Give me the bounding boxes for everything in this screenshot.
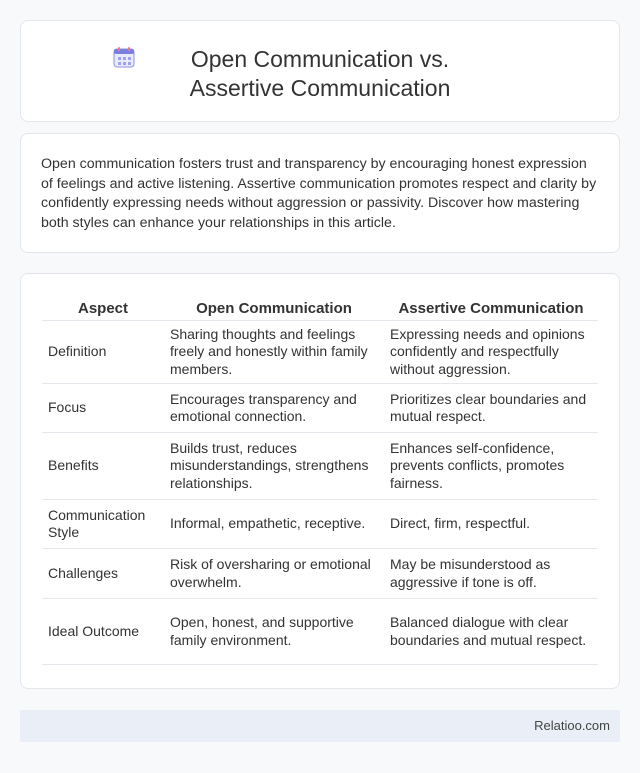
aspect-cell: Ideal Outcome bbox=[42, 599, 164, 665]
assertive-cell: Prioritizes clear boundaries and mutual respect. bbox=[384, 384, 598, 433]
open-cell: Informal, empathetic, receptive. bbox=[164, 500, 384, 549]
aspect-cell: Focus bbox=[42, 384, 164, 433]
header-assertive-communication: Assertive Communication bbox=[384, 293, 598, 321]
open-cell: Sharing thoughts and feelings freely and honestly within family members. bbox=[164, 321, 384, 384]
page-title: Open Communication vs. Assertive Communication bbox=[189, 46, 451, 101]
title-card bbox=[20, 20, 620, 122]
table-row bbox=[42, 549, 598, 599]
intro-paragraph: Open communication fosters trust and transparency by encouraging honest expression of feelings and active listening. Assertive communication promotes respect and clarity by confidently expressing needs without aggression or passivity. Discover how mastering both styles can enhance your relationships in this article. bbox=[41, 156, 597, 231]
assertive-cell: Direct, firm, respectful. bbox=[384, 500, 598, 549]
aspect-cell: Definition bbox=[42, 321, 164, 384]
open-cell: Open, honest, and supportive family environment. bbox=[164, 599, 384, 665]
header-aspect: Aspect bbox=[42, 293, 164, 321]
table-row bbox=[42, 321, 598, 384]
assertive-cell: Enhances self-confidence, prevents conflicts, promotes fairness. bbox=[384, 433, 598, 500]
aspect-cell: Challenges bbox=[42, 549, 164, 599]
open-cell: Risk of oversharing or emotional overwhelm. bbox=[164, 549, 384, 599]
table-row bbox=[42, 599, 598, 665]
assertive-cell: May be misunderstood as aggressive if tone is off. bbox=[384, 549, 598, 599]
comparison-card bbox=[20, 273, 620, 689]
table-header-row bbox=[42, 293, 598, 321]
assertive-cell: Balanced dialogue with clear boundaries and mutual respect. bbox=[384, 599, 598, 665]
table-row bbox=[42, 433, 598, 500]
header-open-communication: Open Communication bbox=[164, 293, 384, 321]
aspect-cell: Communication Style bbox=[42, 500, 164, 549]
footer-bar bbox=[20, 710, 620, 742]
table-row bbox=[42, 500, 598, 549]
assertive-cell: Expressing needs and opinions confidently and respectfully without aggression. bbox=[384, 321, 598, 384]
intro-card bbox=[20, 133, 620, 253]
footer-brand-link[interactable]: Relatioo.com bbox=[534, 718, 610, 733]
table-row bbox=[42, 384, 598, 433]
comparison-table bbox=[42, 293, 598, 665]
open-cell: Encourages transparency and emotional connection. bbox=[164, 384, 384, 433]
aspect-cell: Benefits bbox=[42, 433, 164, 500]
open-cell: Builds trust, reduces misunderstandings, strengthens relationships. bbox=[164, 433, 384, 500]
